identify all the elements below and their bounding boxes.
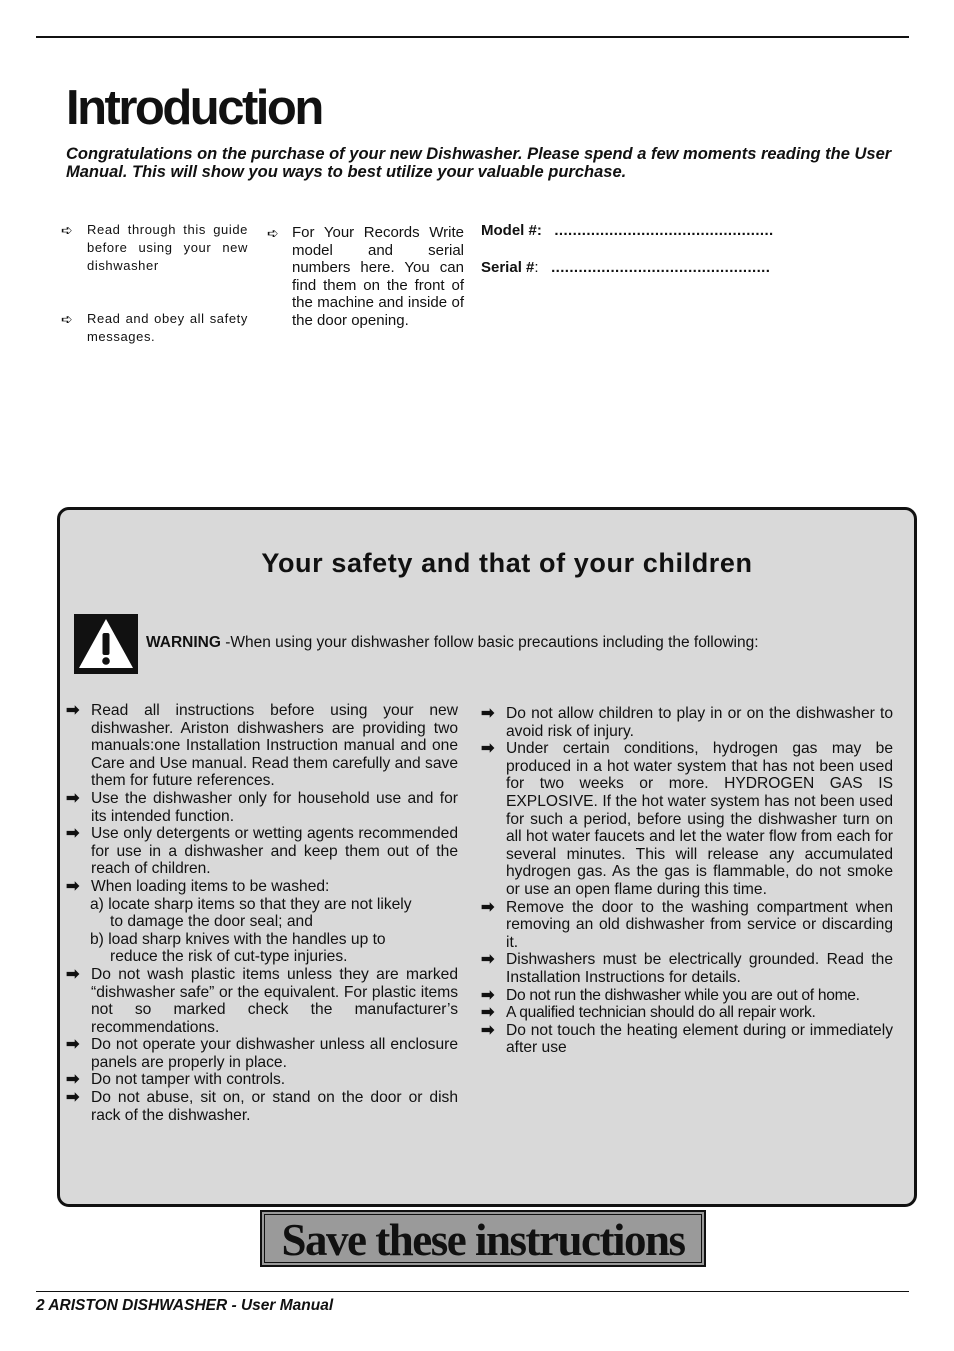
arrow-right-icon: ➡ xyxy=(481,1021,495,1039)
list-item: ➡ Do not run the dishwasher while you are out of home. xyxy=(481,986,860,1004)
arrow-right-icon: ➡ xyxy=(481,986,495,1004)
pointer-text: Read and obey all safety messages. xyxy=(87,311,248,344)
hollow-arrow-icon: ➪ xyxy=(61,311,73,327)
list-item: ➡ Do not abuse, sit on, or stand on the door or dish rack of the dishwasher. xyxy=(66,1089,458,1124)
safety-title: Your safety and that of your children xyxy=(261,548,753,578)
intro-text: Congratulations on the purchase of your new Dishwasher. Please spend a few moments reading the User Manual. This will show you ways to best utilize your valuable purchase. xyxy=(66,145,892,181)
arrow-right-icon: ➡ xyxy=(481,1004,495,1022)
arrow-right-icon: ➡ xyxy=(66,702,80,719)
serial-number-field xyxy=(481,259,770,277)
list-item: ➡ Use the dishwasher only for household use and for its intended function. xyxy=(66,789,458,825)
list-item: ➡ Read all instructions before using your new dishwasher. Ariston dishwashers are providing two manuals:one Installation Instruction manual and one Care and Use manual. Read them carefully and save them for future references. xyxy=(66,702,458,790)
list-item: ➡ Under certain conditions, hydrogen gas may be produced in a hot water system that has not been used for two weeks or more. HYDROGEN GAS IS EXPLOSIVE. If the hot water system has not been used for such a period, before using the dishwasher turn on all hot water faucets and let the water flow from each for several minutes. This will release any accumulated hydrogen gas. As the gas is flammable, do not smoke or use an open flame during this time. xyxy=(481,740,893,898)
list-item: ➡ Do not tamper with controls. xyxy=(66,1071,286,1089)
model-label: Model #: xyxy=(481,222,542,239)
list-item: ➡ Do not operate your dishwasher unless all enclosure panels are properly in place. xyxy=(66,1036,458,1071)
list-item: ➡ Do not touch the heating element during or immediately after use xyxy=(481,1021,893,1057)
list-item: ➡ Do not allow children to play in or on the dishwasher to avoid risk of injury. xyxy=(481,705,893,740)
page-footer: 2 ARISTON DISHWASHER - User Manual xyxy=(36,1297,334,1314)
warning-line xyxy=(146,633,759,653)
page-title: Introduction xyxy=(66,81,322,135)
model-blank: ................................................ xyxy=(554,222,774,239)
hollow-arrow-icon: ➪ xyxy=(267,225,279,241)
warning-label: WARNING xyxy=(146,634,221,651)
list-subitem: b) load sharp knives with the handles up to reduce the risk of cut-type injuries. xyxy=(90,930,386,966)
serial-label: Serial # xyxy=(481,259,535,276)
arrow-right-icon: ➡ xyxy=(66,1089,80,1107)
list-item: ➡ Do not wash plastic items unless they are marked “dishwasher safe” or the equivalent. For plastic items not so marked check the manufacturer’s recommendations. xyxy=(66,965,458,1036)
arrow-right-icon: ➡ xyxy=(481,705,495,722)
arrow-right-icon: ➡ xyxy=(66,789,80,807)
safety-list-left xyxy=(66,702,458,1124)
arrow-right-icon: ➡ xyxy=(66,965,80,983)
arrow-right-icon: ➡ xyxy=(66,1071,80,1089)
arrow-right-icon: ➡ xyxy=(66,877,80,895)
arrow-right-icon: ➡ xyxy=(66,825,80,843)
arrow-right-icon: ➡ xyxy=(66,1036,80,1054)
list-item: ➡ Remove the door to the washing compartment when removing an old dishwasher from service or discarding it. xyxy=(481,898,893,951)
arrow-right-icon: ➡ xyxy=(481,740,495,758)
serial-colon: : xyxy=(534,259,539,276)
model-number-field xyxy=(481,222,774,240)
serial-blank: ................................................ xyxy=(551,259,771,276)
safety-list-right xyxy=(481,705,893,1057)
pointer-text: For Your Records Write model and serial numbers here. You can find them on the front of the machine and inside of the door opening. xyxy=(292,224,464,329)
pointer-text: Read through this guide before using your new dishwasher xyxy=(87,222,248,273)
list-item: ➡ Dishwashers must be electrically grounded. Read the Installation Instructions for details. xyxy=(481,951,893,986)
top-rule xyxy=(36,36,909,38)
list-subitem: a) locate sharp items so that they are not likely to damage the door seal; and xyxy=(90,895,412,931)
list-item: ➡ Use only detergents or wetting agents recommended for use in a dishwasher and keep them out of the reach of children. xyxy=(66,825,458,878)
list-item: ➡ A qualified technician should do all repair work. xyxy=(481,1004,816,1022)
list-item: ➡ When loading items to be washed: xyxy=(66,877,330,895)
arrow-right-icon: ➡ xyxy=(481,951,495,969)
warning-triangle-icon xyxy=(74,614,138,674)
warning-text: -When using your dishwasher follow basic precautions including the following: xyxy=(220,634,759,651)
save-instructions-banner: Save these instructions xyxy=(260,1210,706,1267)
hollow-arrow-icon: ➪ xyxy=(61,222,73,238)
arrow-right-icon: ➡ xyxy=(481,898,495,916)
bottom-rule xyxy=(36,1291,909,1292)
